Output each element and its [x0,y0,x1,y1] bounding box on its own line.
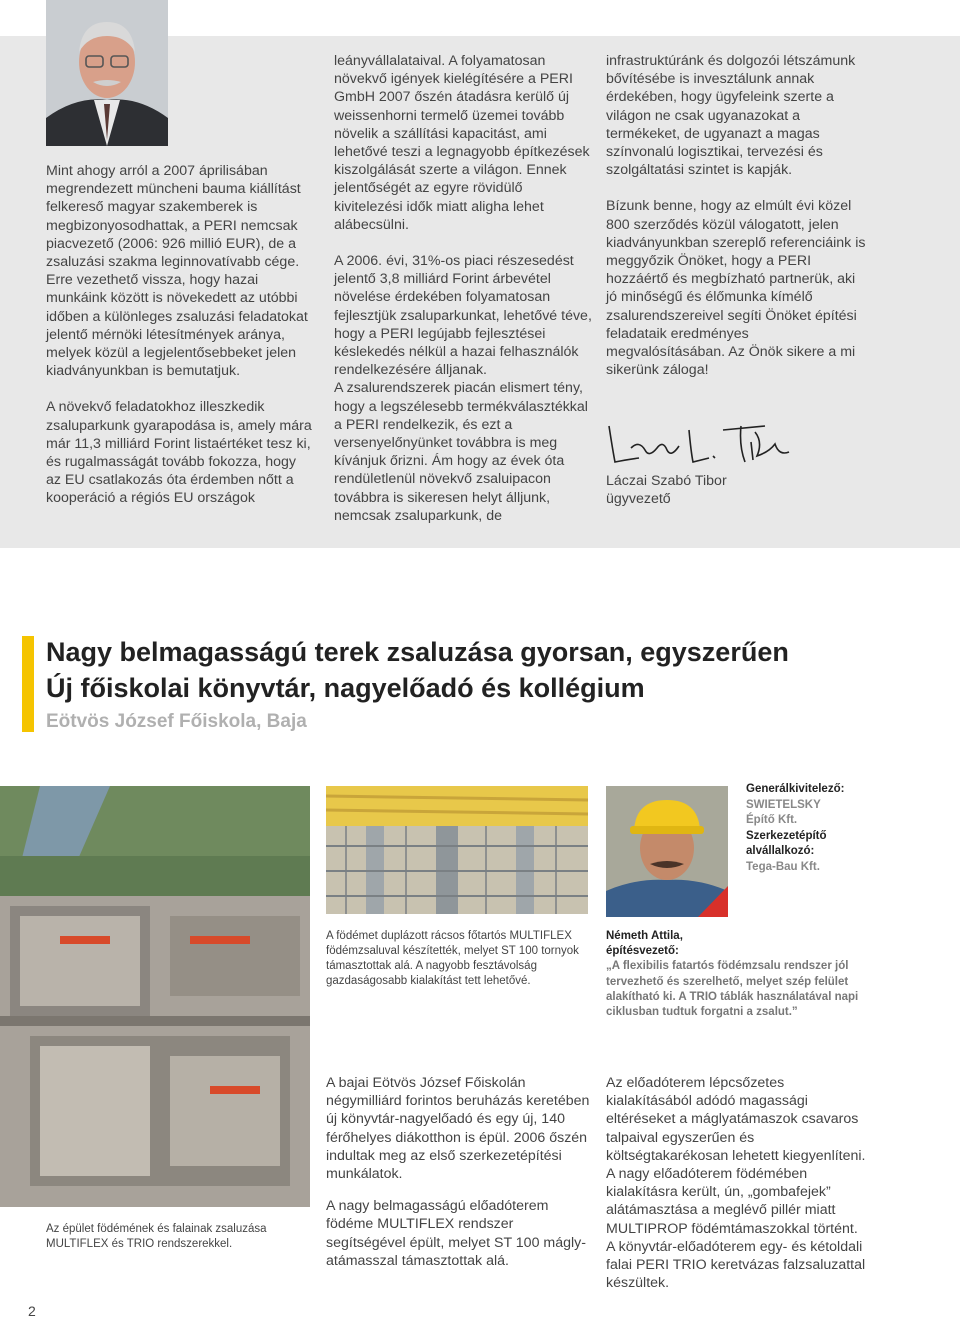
aerial-photo-caption: Az épület födémének és falainak zsaluzása MULTIFLEX és TRIO rendszerekkel. [46,1223,267,1250]
formwork-interior-photo [326,786,588,914]
intro-column-1 [46,162,312,508]
formwork-photo-caption: A födémet duplázott rácsos főtartós MULTIFLEX födémzsaluval készítették, melyet ST 100 tornyok támasztottak alá. A nagyobb fesztávolság gazdaságosabb kialakítást tett lehetővé. [326,930,579,987]
headline-line-1: Nagy belmagasságú terek zsaluzása gyorsan, egyszerűen [46,637,789,667]
signer-title: ügyvezető [606,491,671,508]
intro-paragraph: A 2006. évi, 31%-os piaci részesedést jelentő 3,8 milliárd Forint árbevétel növelése érdekében folyamatosan fejlesztjük zsaluparkunkat, lehetővé téve, hogy a PERI legújabb fejlesztései késlekedés nélkül a hazai felhasználók rendelkezésére álljanak. [334,253,592,379]
signer-name: Láczai Szabó Tibor [606,473,727,489]
contractor-name: SWIETELSKY [746,798,821,811]
contractor-label: Generálkivitelező: [746,783,845,795]
intro-paragraph: A zsalurendszerek piacán elismert tény, hogy a legszélesebb termékválasztékkal a PERI rendelkezik, és ezt a versenyelőnyünket továbbra is meg kívánjuk őrizni. Ám hogy az évek óta rendületlenül növekvő zsaluipacon továbbra is sikeresen helyt álljunk, nemcsak zsaluparkunk, de [334,380,588,524]
intro-paragraph: Bízunk benne, hogy az elmúlt évi közel 800 szerződés közül válogatott, jelen kiadványunkban szereplő referenciáink is meggyőzik Önöket, hogy a PERI hozzáértő és megbízható partnerük, aki jó minőségű és élőmunka kímélő zsalurendszereivel segíti Önöket építési feladataik eredményes megvalósításában. Az Önök sikere a mi sikerünk záloga! [606,198,866,379]
site-manager-photo [606,786,728,917]
intro-column-3 [606,52,868,379]
intro-paragraph: Mint ahogy arról a 2007 áprilisában megrendezett müncheni bauma kiállítást felkereső magyar szakemberek is megbizonyosodhattak, a PERI nemcsak piacvezető (2006: 926 millió EUR), de a zsaluzási szakma leginnovatívabb cége. Erre vezethető vissza, hogy hazai munkáink között is növekedett az utóbbi időben a különleges zsaluzási feladatokat jelentő mérnöki létesítmények aránya, melyek közül a legjelentősebbeket jelen kiadványunkban is bemutatjuk. [46,163,308,380]
quote-text: „A flexibilis fatartós födémzsalu rendszer jól tervezhető és szerelhető, melyet szép felület alakítható ki. A TRIO táblák használatával napi ciklusban tudtuk forgatni a zsalut.” [606,960,859,1019]
intro-paragraph: A növekvő feladatokhoz illeszkedik zsaluparkunk gyarapodása is, amely mára már 11,3 milliárd Forint listaértéket tesz ki, és rugalmasságát tovább fokozza, hogy az EU csatlakozás óta érdemben nőtt a kooperáció a régiós EU országok [46,399,312,507]
article-subhead: Eötvös József Főiskola, Baja [46,711,307,732]
subcontractor-label: alvállalkozó: [746,845,815,857]
subcontractor-name: Tega-Bau Kft. [746,860,820,873]
signer-block [606,472,727,508]
intro-column-2 [334,52,592,525]
handwritten-signature [605,412,795,472]
director-portrait [46,0,168,146]
headline-line-2: Új főiskolai könyvtár, nagyelőadó és kollégium [46,673,645,703]
page-number: 2 [28,1303,36,1319]
quote-role: építésvezető: [606,945,679,958]
article-column-3 [606,1074,868,1306]
site-manager-quote [606,929,876,1020]
intro-paragraph: infrastruktúránk és dolgozói létszámunk bővítésébe is invesztálunk annak érdekében, hogy ügyfeleink szerte a világon ne csak ugyanazokat a termékeket, de ugyanazt a magas színvonalú logisztikai, tervezési és szolgáltatási szintet is kapják. [606,53,856,179]
article-paragraph: A nagy belmagasságú előadóterem födéme MULTIFLEX rendszer segítségével épült, melyet ST 100 máglyatámasszal támasztottak alá. [326,1198,586,1269]
quote-name: Németh Attila, [606,930,683,942]
accent-bar [22,636,34,732]
intro-paragraph: leányvállalataival. A folyamatosan növekvő igények kielégítésére a PERI GmbH 2007 őszén átadásra kerülő új weissenhorni termelő üzemei tovább növelik a szállítási kapacitást, ami lehetővé teszi a legnagyobb építkezések kiszolgálását szerte a világon. Ennek jelentőségét az egyre rövidülő kivitelezési idők miatt aligha lehet alábecsülni. [334,53,590,233]
project-credits [746,782,844,875]
article-headline [46,634,789,706]
subcontractor-label: Szerkezetépítő [746,829,827,842]
article-column-2 [326,1074,590,1284]
aerial-site-photo [0,786,310,1207]
article-paragraph: A bajai Eötvös József Főiskolán négymilliárd forintos beruházás keretében új könyvtár-nagyelőadó és egy új, 140 férőhelyes diákotthon is épül. 2006 őszén indultak meg az első szerkezetépítési munkálatok. [326,1075,590,1183]
article-paragraph: Az előadóterem lépcsőzetes kialakításából adódó magassági eltéréseket a máglyatámaszok csavaros talpaival egyszerűen és költségtakarékosan lehetett kiegyenlíteni. A nagy előadóterem födémében kialakításra került, ún, „gombafejek” alátámasztása a meglévő pillér miatt MULTIPROP födémtámaszokkal történt. A könyvtár-előadóterem egy- és kétoldali falai PERI TRIO keretvázas falzsaluzattal készültek. [606,1075,866,1292]
contractor-unit: Építő Kft. [746,814,798,826]
